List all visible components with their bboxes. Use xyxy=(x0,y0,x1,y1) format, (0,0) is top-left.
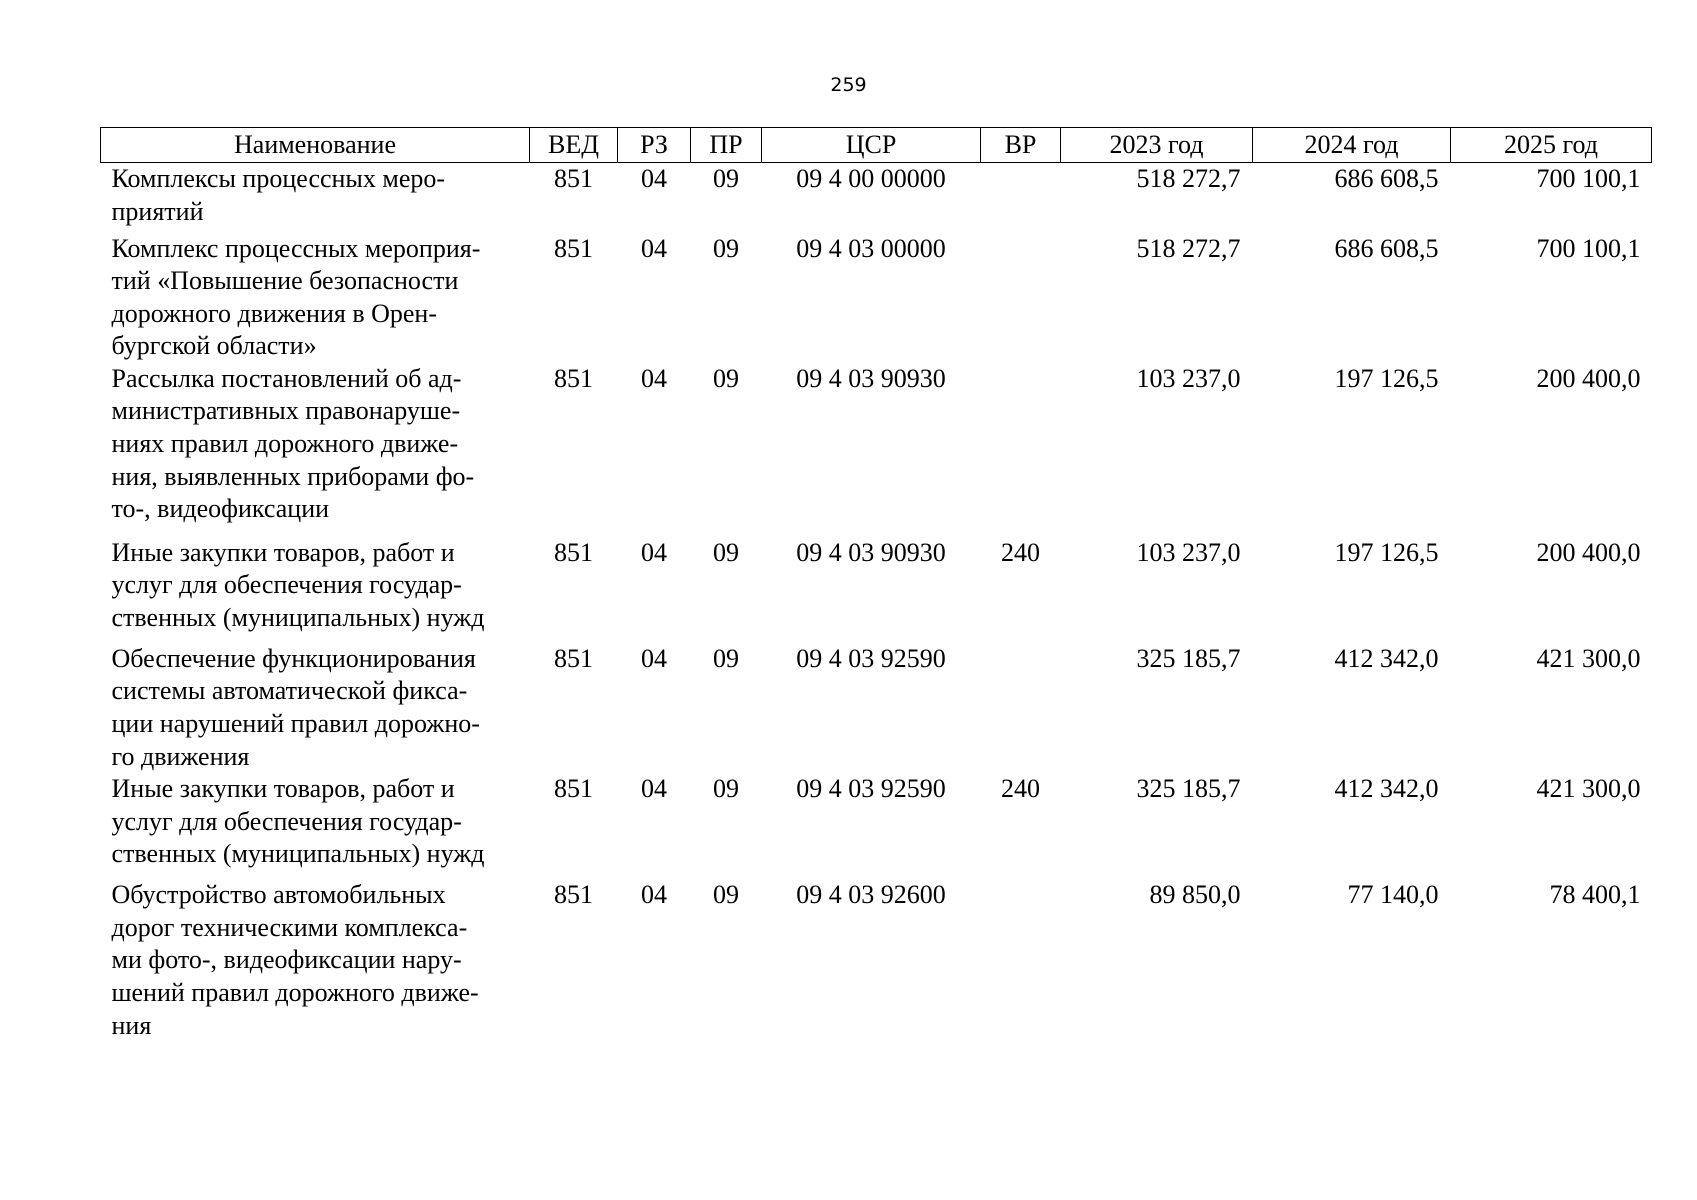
cell-2023: 103 237,0 xyxy=(1136,537,1241,567)
cell-name-line: ции нарушений правил дорожно- xyxy=(111,709,480,739)
cell-2024: 412 342,0 xyxy=(1334,774,1439,804)
cell-rz: 04 xyxy=(641,233,667,263)
cell-2025: 200 400,0 xyxy=(1536,363,1641,393)
cell-vr xyxy=(981,363,1061,537)
cell-name xyxy=(101,163,530,233)
header-pr: ПР xyxy=(691,128,762,163)
cell-name-line: ми фото-, видеофиксации нару- xyxy=(111,945,462,975)
cell-rz: 04 xyxy=(641,643,667,673)
cell-name-line: ниях правил дорожного движе- xyxy=(111,429,459,459)
cell-name xyxy=(101,879,530,1042)
cell-pr: 09 xyxy=(713,233,739,263)
header-name: Наименование xyxy=(101,128,530,163)
cell-name-line: Комплексы процессных меро- xyxy=(111,164,446,193)
cell-pr: 09 xyxy=(713,164,739,193)
cell-name-line: ния, выявленных приборами фо- xyxy=(111,461,475,491)
table-header xyxy=(101,128,1652,163)
cell-pr: 09 xyxy=(713,880,739,910)
table-body xyxy=(101,163,1652,1043)
cell-vr xyxy=(981,643,1061,773)
cell-name-line: го движения xyxy=(111,741,250,771)
cell-name-line: услуг для обеспечения государ- xyxy=(111,806,462,836)
cell-ved: 851 xyxy=(554,537,593,567)
cell-name-line: Рассылка постановлений об ад- xyxy=(111,363,462,393)
cell-name-line: Иные закупки товаров, работ и xyxy=(111,537,455,567)
cell-name-line: услуг для обеспечения государ- xyxy=(111,570,462,600)
cell-name-line: тий «Повышение безопасности xyxy=(111,266,459,296)
cell-name-line: ния xyxy=(111,1010,152,1040)
cell-2024: 197 126,5 xyxy=(1334,363,1439,393)
header-ved: ВЕД xyxy=(530,128,618,163)
table-row xyxy=(101,879,1652,1042)
table-header-row xyxy=(101,128,1652,163)
cell-name xyxy=(101,363,530,537)
cell-2023: 325 185,7 xyxy=(1136,774,1241,804)
cell-name-line: дорожного движения в Орен- xyxy=(111,298,438,328)
header-rz: РЗ xyxy=(618,128,691,163)
cell-ved: 851 xyxy=(554,233,593,263)
header-csr: ЦСР xyxy=(762,128,981,163)
cell-pr: 09 xyxy=(713,643,739,673)
cell-name-line: ственных (муниципальных) нужд xyxy=(111,603,485,633)
cell-csr: 09 4 03 92590 xyxy=(796,643,946,673)
cell-name-line: Обустройство автомобильных xyxy=(111,880,446,910)
cell-csr: 09 4 03 92590 xyxy=(796,774,946,804)
cell-2023: 518 272,7 xyxy=(1136,233,1241,263)
cell-2024: 197 126,5 xyxy=(1334,537,1439,567)
cell-2025: 700 100,1 xyxy=(1536,233,1641,263)
cell-name-line: шений правил дорожного движе- xyxy=(111,978,479,1008)
table-row xyxy=(101,773,1652,879)
cell-pr: 09 xyxy=(713,363,739,393)
cell-2024: 686 608,5 xyxy=(1334,233,1439,263)
cell-name-line: министративных правонаруше- xyxy=(111,396,461,426)
cell-ved: 851 xyxy=(554,880,593,910)
cell-vr xyxy=(981,163,1061,233)
cell-rz: 04 xyxy=(641,880,667,910)
cell-rz: 04 xyxy=(641,537,667,567)
table-row xyxy=(101,537,1652,643)
cell-2024: 77 140,0 xyxy=(1347,880,1439,910)
cell-2023: 518 272,7 xyxy=(1136,164,1241,193)
cell-vr: 240 xyxy=(1001,774,1040,804)
table-row xyxy=(101,233,1652,363)
cell-name xyxy=(101,643,530,773)
cell-csr: 09 4 00 00000 xyxy=(796,164,946,193)
cell-vr: 240 xyxy=(1001,537,1040,567)
cell-name-line: то-, видеофиксации xyxy=(111,494,330,524)
cell-name-line: Комплекс процессных мероприя- xyxy=(111,233,481,263)
cell-rz: 04 xyxy=(641,363,667,393)
header-2023: 2023 год xyxy=(1061,128,1253,163)
cell-ved: 851 xyxy=(554,643,593,673)
cell-name xyxy=(101,233,530,363)
cell-vr xyxy=(981,233,1061,363)
cell-2024: 686 608,5 xyxy=(1334,164,1439,193)
cell-name-line: приятий xyxy=(111,196,204,226)
cell-2025: 421 300,0 xyxy=(1536,774,1641,804)
cell-2023: 325 185,7 xyxy=(1136,643,1241,673)
cell-name-line: Иные закупки товаров, работ и xyxy=(111,774,455,804)
header-vr: ВР xyxy=(981,128,1061,163)
header-2024: 2024 год xyxy=(1253,128,1451,163)
cell-2024: 412 342,0 xyxy=(1334,643,1439,673)
cell-rz: 04 xyxy=(641,774,667,804)
cell-csr: 09 4 03 00000 xyxy=(796,233,946,263)
cell-2023: 103 237,0 xyxy=(1136,363,1241,393)
cell-name xyxy=(101,537,530,643)
cell-name-line: дорог техническими комплекса- xyxy=(111,912,468,942)
budget-table xyxy=(100,127,1652,1042)
cell-csr: 09 4 03 90930 xyxy=(796,363,946,393)
cell-pr: 09 xyxy=(713,774,739,804)
cell-ved: 851 xyxy=(554,164,593,193)
cell-vr xyxy=(981,879,1061,1042)
cell-2025: 700 100,1 xyxy=(1536,164,1641,193)
cell-pr: 09 xyxy=(713,537,739,567)
cell-2025: 78 400,1 xyxy=(1549,880,1641,910)
cell-ved: 851 xyxy=(554,363,593,393)
cell-csr: 09 4 03 90930 xyxy=(796,537,946,567)
cell-2025: 421 300,0 xyxy=(1536,643,1641,673)
cell-2023: 89 850,0 xyxy=(1149,880,1241,910)
table-row xyxy=(101,643,1652,773)
table-row xyxy=(101,163,1652,233)
page-number: 259 xyxy=(830,74,867,96)
cell-ved: 851 xyxy=(554,774,593,804)
table-row xyxy=(101,363,1652,537)
header-2025: 2025 год xyxy=(1451,128,1652,163)
cell-csr: 09 4 03 92600 xyxy=(796,880,946,910)
cell-name-line: Обеспечение функционирования xyxy=(111,643,476,673)
cell-rz: 04 xyxy=(641,164,667,193)
cell-name-line: ственных (муниципальных) нужд xyxy=(111,839,485,869)
cell-name xyxy=(101,773,530,879)
cell-name-line: бургской области» xyxy=(111,331,317,361)
cell-2025: 200 400,0 xyxy=(1536,537,1641,567)
cell-name-line: системы автоматической фикса- xyxy=(111,676,468,706)
